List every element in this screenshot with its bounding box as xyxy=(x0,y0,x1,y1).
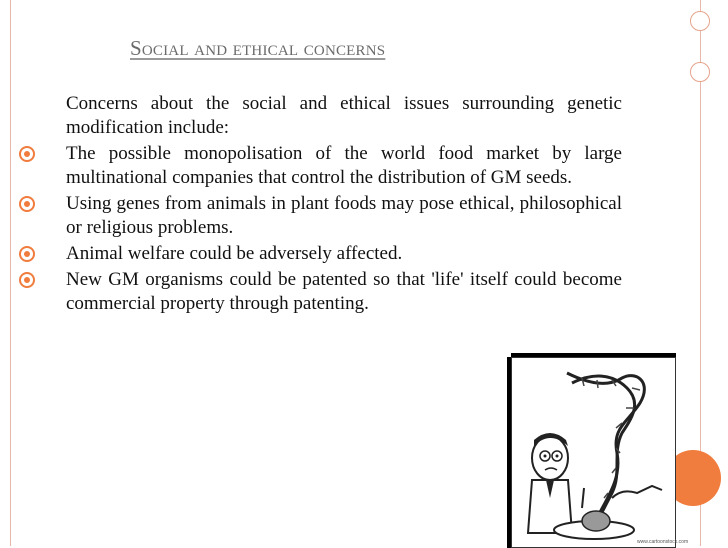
bullet-text: Using genes from animals in plant foods may pose ethical, philosophical or religious problems. xyxy=(66,193,622,238)
intro-paragraph: Concerns about the social and ethical issues surrounding genetic modification include: xyxy=(66,93,622,138)
slide-content xyxy=(66,92,622,318)
bullet-item-2 xyxy=(66,192,622,240)
decorative-circle-mid xyxy=(690,62,710,82)
decorative-circle-top xyxy=(690,11,710,31)
dna-food-cartoon-icon xyxy=(512,358,689,547)
bullet-icon xyxy=(18,145,36,163)
svg-text:www.cartoonstock.com: www.cartoonstock.com xyxy=(637,539,689,545)
bullet-item-1 xyxy=(66,142,622,190)
left-border-line xyxy=(10,0,11,546)
bullet-text: New GM organisms could be patented so that 'life' itself could become commercial property through patenting. xyxy=(66,269,622,314)
bullet-icon xyxy=(18,271,36,289)
cartoon-image xyxy=(511,357,689,548)
bullet-item-4 xyxy=(66,268,622,316)
slide-title: Social and ethical concerns xyxy=(130,36,386,60)
bullet-icon xyxy=(18,195,36,213)
bullet-item-3 xyxy=(66,242,622,266)
bullet-text: The possible monopolisation of the world food market by large multinational companies that control the distribution of GM seeds. xyxy=(66,143,622,188)
bullet-text: Animal welfare could be adversely affected. xyxy=(66,243,403,264)
bullet-icon xyxy=(18,245,36,263)
